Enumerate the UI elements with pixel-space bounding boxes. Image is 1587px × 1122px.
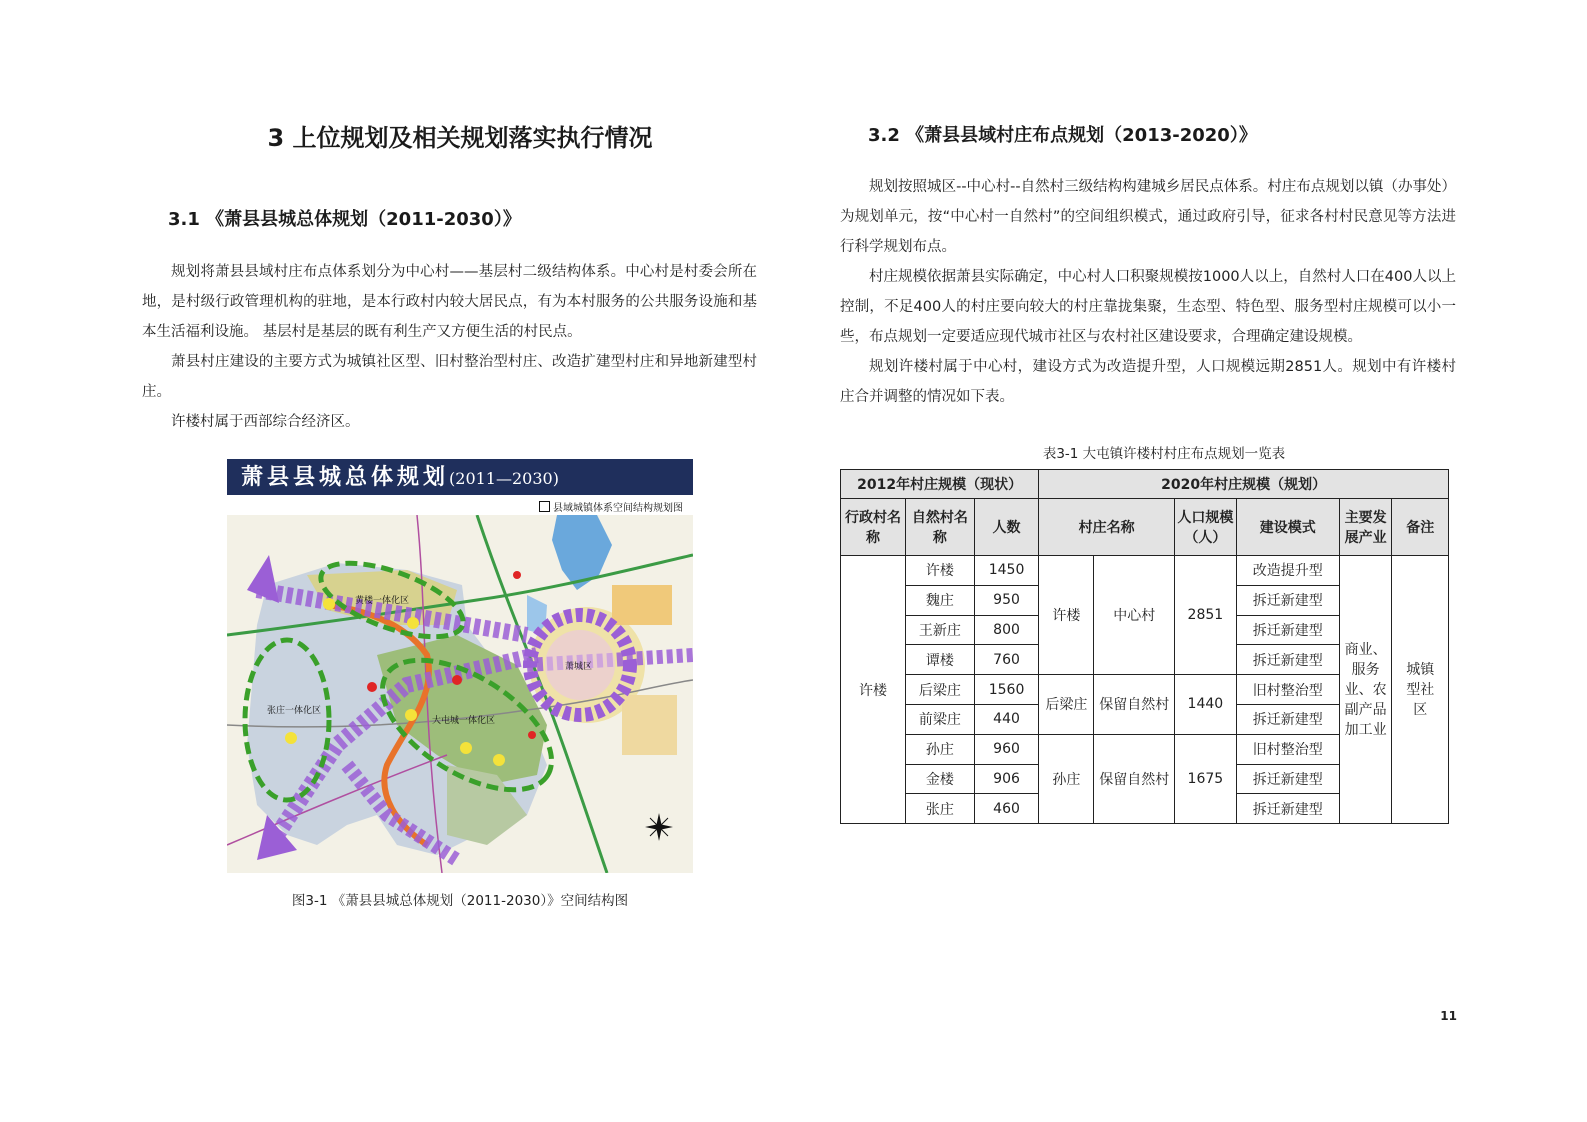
paragraph: 规划许楼村属于中心村，建设方式为改造提升型，人口规模远期2851人。规划中有许楼村庄合并调整的情况如下表。 xyxy=(840,359,1456,405)
zone-label: 萧城区 xyxy=(565,662,593,672)
cell-people: 906 xyxy=(974,764,1038,794)
header-village-name: 村庄名称 xyxy=(1039,499,1175,556)
cell-people: 1450 xyxy=(974,556,1038,586)
cell-mode: 拆迁新建型 xyxy=(1236,645,1339,675)
paragraph: 萧县村庄建设的主要方式为城镇社区型、旧村整治型村庄、改造扩建型村庄和异地新建型村庄。 xyxy=(142,354,757,400)
paragraph: 规划将萧县县域村庄布点体系划分为中心村——基层村二级结构体系。中心村是村委会所在地，是村级行政管理机构的驻地，是本行政村内较大居民点，有为本村服务的公共服务设施和基本生活福利设施。 基层村是基层的既有利生产又方便生活的村民点。 xyxy=(142,264,757,340)
legend-box-icon xyxy=(539,501,550,512)
cell-group-name: 孙庄 xyxy=(1039,734,1094,823)
cell-mode: 旧村整治型 xyxy=(1236,675,1339,705)
cell-natural: 前梁庄 xyxy=(905,704,974,734)
figure-caption: 图3-1 《萧县县城总体规划（2011-2030）》空间结构图 xyxy=(291,893,629,909)
section-title-3-2: 3.2 《萧县县域村庄布点规划（2013-2020）》 xyxy=(868,125,1257,146)
map-title-years: (2011—2030) xyxy=(449,469,559,488)
cell-mode: 拆迁新建型 xyxy=(1236,585,1339,615)
header-admin-village: 行政村名称 xyxy=(841,499,906,556)
cell-people: 1560 xyxy=(974,675,1038,705)
cell-natural: 孙庄 xyxy=(905,734,974,764)
section-3-1-body xyxy=(142,257,757,437)
header-mode: 建设模式 xyxy=(1236,499,1339,556)
zone-label: 大屯城一体化区 xyxy=(432,716,496,726)
zone-label: 张庄一体化区 xyxy=(267,706,322,716)
header-group-2012: 2012年村庄规模（现状） xyxy=(841,470,1039,499)
cell-group-pop: 1440 xyxy=(1175,675,1237,735)
cell-group-type: 中心村 xyxy=(1094,556,1175,675)
map-graphic xyxy=(227,515,693,873)
header-note: 备注 xyxy=(1392,499,1449,556)
cell-mode: 改造提升型 xyxy=(1236,556,1339,586)
cell-group-name: 后梁庄 xyxy=(1039,675,1094,735)
chapter-title: 3 上位规划及相关规划落实执行情况 xyxy=(267,124,653,152)
header-industry: 主要发展产业 xyxy=(1339,499,1392,556)
cell-people: 760 xyxy=(974,645,1038,675)
header-pop-scale: 人口规模（人） xyxy=(1175,499,1237,556)
cell-mode: 旧村整治型 xyxy=(1236,734,1339,764)
table-caption: 表3-1 大屯镇许楼村村庄布点规划一览表 xyxy=(1042,446,1286,462)
cell-natural: 谭楼 xyxy=(905,645,974,675)
planning-map xyxy=(227,459,693,873)
section-title-3-1: 3.1 《萧县县城总体规划（2011-2030）》 xyxy=(168,209,521,230)
map-title xyxy=(227,459,693,495)
cell-people: 950 xyxy=(974,585,1038,615)
header-people: 人数 xyxy=(974,499,1038,556)
cell-natural: 魏庄 xyxy=(905,585,974,615)
cell-mode: 拆迁新建型 xyxy=(1236,615,1339,645)
cell-mode: 拆迁新建型 xyxy=(1236,704,1339,734)
map-subtitle xyxy=(539,499,683,514)
zone-label: 黄楼一体化区 xyxy=(355,596,410,606)
cell-natural: 金楼 xyxy=(905,764,974,794)
section-3-2-body xyxy=(840,172,1456,412)
cell-group-type: 保留自然村 xyxy=(1094,675,1175,735)
page-number: 11 xyxy=(1440,1009,1457,1023)
cell-group-pop: 1675 xyxy=(1175,734,1237,823)
cell-note: 城镇型社区 xyxy=(1392,556,1449,824)
paragraph: 村庄规模依据萧县实际确定，中心村人口积聚规模按1000人以上，自然村人口在400人以上控制，不足400人的村庄要向较大的村庄靠拢集聚，生态型、特色型、服务型村庄规模可以小一些，布点规划一定要适应现代城市社区与农村社区建设要求，合理确定建设规模。 xyxy=(840,269,1456,345)
cell-mode: 拆迁新建型 xyxy=(1236,794,1339,824)
cell-admin-village: 许楼 xyxy=(841,556,906,824)
cell-group-pop: 2851 xyxy=(1175,556,1237,675)
cell-people: 440 xyxy=(974,704,1038,734)
cell-group-type: 保留自然村 xyxy=(1094,734,1175,823)
table-row xyxy=(841,556,1449,586)
header-natural-village: 自然村名称 xyxy=(905,499,974,556)
cell-people: 800 xyxy=(974,615,1038,645)
cell-natural: 王新庄 xyxy=(905,615,974,645)
map-title-text: 萧县县城总体规划 xyxy=(241,464,450,490)
cell-group-name: 许楼 xyxy=(1039,556,1094,675)
paragraph: 规划按照城区--中心村--自然村三级结构构建城乡居民点体系。村庄布点规划以镇（办事处）为规划单元，按“中心村一自然村”的空间组织模式，通过政府引导，征求各村村民意见等方法进行科学规划布点。 xyxy=(840,179,1456,255)
cell-people: 460 xyxy=(974,794,1038,824)
cell-natural: 张庄 xyxy=(905,794,974,824)
cell-people: 960 xyxy=(974,734,1038,764)
cell-mode: 拆迁新建型 xyxy=(1236,764,1339,794)
header-group-2020: 2020年村庄规模（规划） xyxy=(1039,470,1449,499)
map-subtitle-text: 县域城镇体系空间结构规划图 xyxy=(553,503,683,514)
cell-natural: 许楼 xyxy=(905,556,974,586)
village-plan-table xyxy=(840,469,1449,824)
cell-industry: 商业、服务业、农副产品加工业 xyxy=(1339,556,1392,824)
cell-natural: 后梁庄 xyxy=(905,675,974,705)
paragraph: 许楼村属于西部综合经济区。 xyxy=(171,414,360,430)
